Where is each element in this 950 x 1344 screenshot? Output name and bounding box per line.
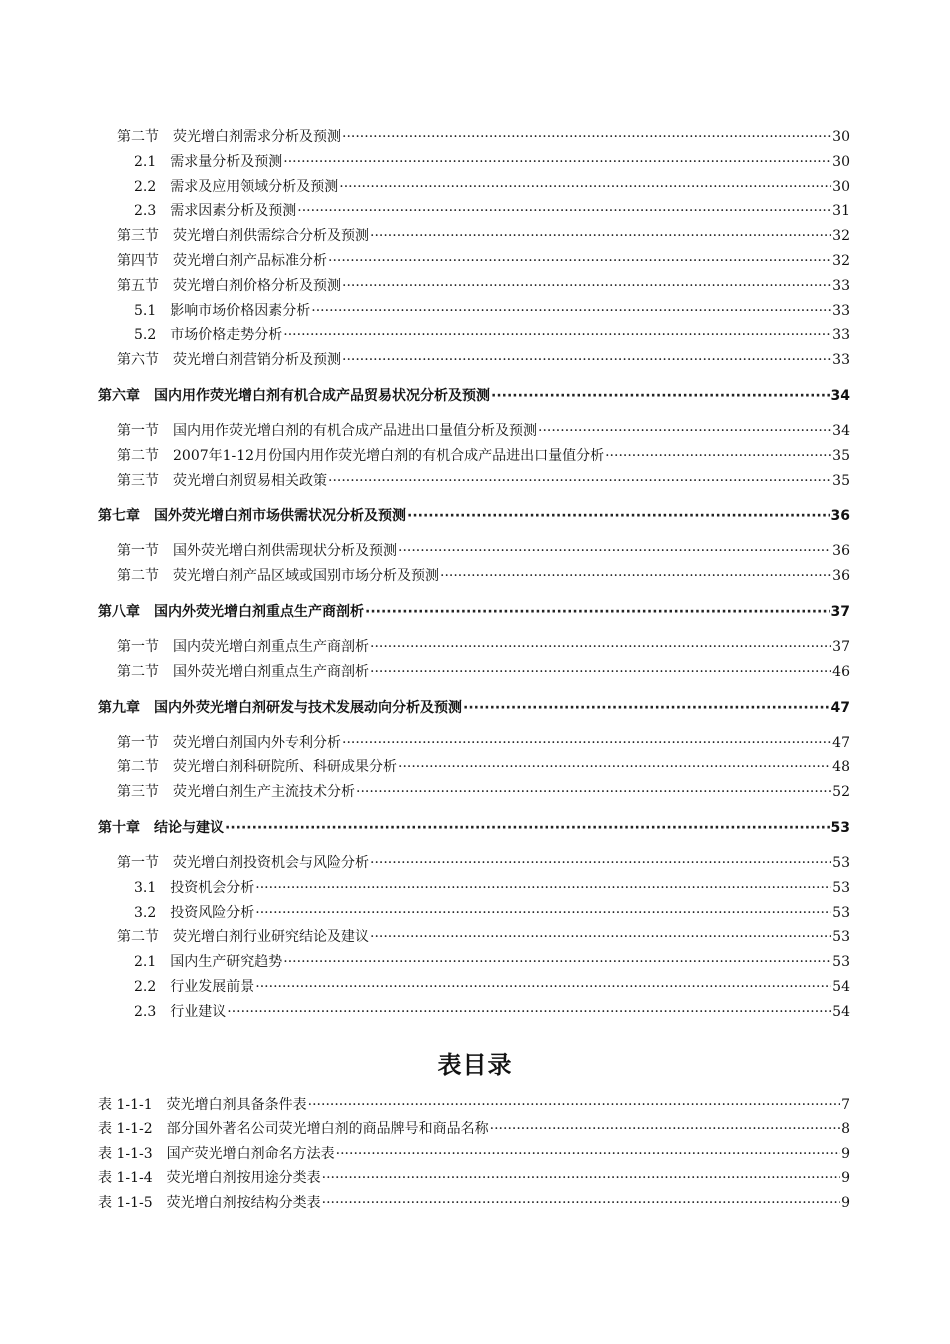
entry-page-number: 30 xyxy=(832,178,850,195)
entry-title xyxy=(117,539,397,564)
entry-text: 国内用作荧光增白剂有机合成产品贸易状况分析及预测 xyxy=(154,387,490,404)
toc-section-entry xyxy=(117,224,850,249)
entry-text: 荧光增白剂营销分析及预测 xyxy=(173,352,341,369)
toc-subsection-entry xyxy=(134,975,850,1000)
entry-title xyxy=(117,780,355,805)
entry-number: 2.1 xyxy=(134,954,157,971)
toc-subsection-entry xyxy=(134,950,850,975)
entry-page-number: 54 xyxy=(832,1003,850,1020)
dot-leader xyxy=(297,199,831,224)
entry-page-number: 7 xyxy=(841,1097,850,1113)
entry-number: 第二节 xyxy=(117,129,159,145)
toc-subsection-entry xyxy=(134,876,850,901)
entry-number: 第二节 xyxy=(117,759,159,776)
entry-page-number: 31 xyxy=(832,203,850,220)
entry-title xyxy=(134,950,282,975)
entry-title xyxy=(134,1000,226,1025)
entry-text: 荧光增白剂科研院所、科研成果分析 xyxy=(173,759,397,776)
entry-title xyxy=(98,1191,321,1215)
entry-title xyxy=(117,348,341,373)
entry-number: 表 1-1-3 xyxy=(98,1145,153,1162)
dot-leader xyxy=(365,599,830,625)
entry-text: 需求因素分析及预测 xyxy=(170,203,297,220)
dot-leader xyxy=(283,323,831,348)
entry-number: 第七章 xyxy=(98,508,140,525)
entry-number: 第四节 xyxy=(117,252,159,269)
entry-title xyxy=(117,660,369,685)
entry-page-number: 34 xyxy=(830,387,850,404)
entry-title xyxy=(134,199,296,224)
dot-leader xyxy=(370,851,831,876)
toc-section-entry xyxy=(117,539,850,564)
dot-leader xyxy=(322,1191,840,1215)
entry-page-number: 53 xyxy=(830,819,850,836)
entry-page-number: 36 xyxy=(832,568,850,585)
entry-page-number: 47 xyxy=(830,699,850,716)
entry-number: 第五节 xyxy=(117,277,159,294)
entry-page-number: 36 xyxy=(830,508,850,525)
toc-chapter-entry xyxy=(98,503,850,529)
entry-number: 表 1-1-1 xyxy=(98,1097,153,1113)
toc-section-entry xyxy=(117,419,850,444)
toc-subsection-entry xyxy=(134,901,850,926)
entry-title xyxy=(134,299,310,324)
entry-number: 第九章 xyxy=(98,699,140,716)
toc-subsection-entry xyxy=(134,175,850,200)
toc-section-entry xyxy=(117,274,850,299)
entry-text: 结论与建议 xyxy=(154,819,224,836)
entry-page-number: 53 xyxy=(832,929,850,946)
dot-leader xyxy=(283,150,831,175)
entry-number: 第二节 xyxy=(117,929,159,946)
entry-title xyxy=(98,695,462,721)
toc-section-entry xyxy=(117,444,850,469)
entry-page-number: 35 xyxy=(832,447,850,464)
entry-number: 第二节 xyxy=(117,568,159,585)
entry-title xyxy=(134,323,282,348)
entry-page-number: 53 xyxy=(832,854,850,871)
entry-number: 第一节 xyxy=(117,422,159,439)
entry-text: 部分国外著名公司荧光增白剂的商品牌号和商品名称 xyxy=(166,1121,489,1138)
dot-leader xyxy=(328,469,831,494)
entry-number: 5.1 xyxy=(134,302,157,319)
dot-leader xyxy=(255,901,831,926)
entry-page-number: 32 xyxy=(832,228,850,245)
dot-leader xyxy=(491,383,830,409)
entry-page-number: 34 xyxy=(832,422,850,439)
entry-text: 国外荧光增白剂供需现状分析及预测 xyxy=(173,543,397,560)
entry-number: 表 1-1-4 xyxy=(98,1170,153,1187)
entry-page-number: 33 xyxy=(832,327,850,344)
table-list-entry xyxy=(98,1117,850,1141)
entry-page-number: 48 xyxy=(832,759,850,776)
entry-title xyxy=(117,249,327,274)
entry-text: 投资机会分析 xyxy=(170,879,255,896)
entry-page-number: 47 xyxy=(832,734,850,751)
entry-text: 国外荧光增白剂重点生产商剖析 xyxy=(173,663,369,680)
dot-leader xyxy=(328,249,831,274)
entry-number: 3.2 xyxy=(134,904,157,921)
toc-chapter-entry xyxy=(98,599,850,625)
toc-section-entry xyxy=(117,731,850,756)
dot-leader xyxy=(336,1142,840,1166)
dot-leader xyxy=(370,660,831,685)
dot-leader xyxy=(398,539,831,564)
entry-page-number: 9 xyxy=(841,1194,850,1211)
entry-title xyxy=(134,975,254,1000)
entry-text: 市场价格走势分析 xyxy=(170,327,283,344)
entry-page-number: 35 xyxy=(832,472,850,489)
toc-section-entry xyxy=(117,851,850,876)
table-list-entry xyxy=(98,1191,850,1215)
table-list-entry xyxy=(98,1166,850,1190)
table-of-contents xyxy=(0,125,950,1025)
entry-number: 表 1-1-2 xyxy=(98,1121,153,1138)
dot-leader xyxy=(255,975,831,1000)
entry-title xyxy=(117,469,327,494)
entry-title xyxy=(98,503,406,529)
entry-text: 国内荧光增白剂重点生产商剖析 xyxy=(173,638,369,655)
entry-title xyxy=(98,1093,307,1117)
list-of-tables xyxy=(0,1093,950,1215)
dot-leader xyxy=(398,755,831,780)
toc-section-entry xyxy=(117,564,850,589)
entry-page-number: 53 xyxy=(832,954,850,971)
entry-number: 第一节 xyxy=(117,543,159,560)
entry-number: 2.1 xyxy=(134,153,157,170)
entry-text: 影响市场价格因素分析 xyxy=(170,302,311,319)
entry-text: 国产荧光增白剂命名方法表 xyxy=(166,1145,335,1162)
entry-title xyxy=(134,175,338,200)
dot-leader xyxy=(308,1093,840,1117)
entry-number: 表 1-1-5 xyxy=(98,1194,153,1211)
entry-page-number: 33 xyxy=(832,302,850,319)
entry-number: 第一节 xyxy=(117,854,159,871)
dot-leader xyxy=(339,175,831,200)
toc-section-entry xyxy=(117,249,850,274)
entry-number: 2.2 xyxy=(134,178,157,195)
dot-leader xyxy=(227,1000,831,1025)
entry-text: 需求及应用领域分析及预测 xyxy=(170,178,339,195)
entry-page-number: 33 xyxy=(832,352,850,369)
tables-heading: 表目录 xyxy=(437,1051,513,1079)
dot-leader xyxy=(440,564,831,589)
entry-text: 行业发展前景 xyxy=(170,978,255,995)
entry-page-number: 33 xyxy=(832,277,850,294)
entry-title xyxy=(98,599,364,625)
entry-number: 第三节 xyxy=(117,228,159,245)
entry-page-number: 9 xyxy=(841,1145,850,1162)
entry-text: 荧光增白剂产品区域或国别市场分析及预测 xyxy=(173,568,439,585)
entry-title xyxy=(117,851,369,876)
entry-text: 行业建议 xyxy=(170,1003,227,1020)
entry-text: 国内外荧光增白剂研发与技术发展动向分析及预测 xyxy=(154,699,462,716)
toc-section-entry xyxy=(117,348,850,373)
entry-text: 2007年1-12月份国内用作荧光增白剂的有机合成产品进出口量值分析 xyxy=(173,447,605,464)
entry-number: 2.2 xyxy=(134,978,157,995)
toc-section-entry xyxy=(117,780,850,805)
entry-title xyxy=(98,1117,489,1141)
entry-number: 第二节 xyxy=(117,663,159,680)
dot-leader xyxy=(311,299,831,324)
dot-leader xyxy=(225,815,830,841)
entry-number: 第一节 xyxy=(117,734,159,751)
dot-leader xyxy=(255,876,831,901)
entry-page-number: 30 xyxy=(832,153,850,170)
entry-text: 需求量分析及预测 xyxy=(170,153,283,170)
entry-text: 荧光增白剂投资机会与风险分析 xyxy=(173,854,369,871)
entry-page-number: 32 xyxy=(832,252,850,269)
toc-subsection-entry xyxy=(134,323,850,348)
entry-number: 第十章 xyxy=(98,819,140,836)
entry-page-number: 54 xyxy=(832,978,850,995)
entry-text: 国内用作荧光增白剂的有机合成产品进出口量值分析及预测 xyxy=(173,422,537,439)
dot-leader xyxy=(370,635,831,660)
entry-number: 第三节 xyxy=(117,784,159,801)
toc-section-entry xyxy=(117,925,850,950)
entry-number: 2.3 xyxy=(134,1003,157,1020)
entry-title xyxy=(134,901,254,926)
entry-text: 投资风险分析 xyxy=(170,904,255,921)
toc-section-entry xyxy=(117,635,850,660)
entry-number: 第六章 xyxy=(98,387,140,404)
entry-page-number: 36 xyxy=(832,543,850,560)
entry-number: 第三节 xyxy=(117,472,159,489)
entry-text: 荧光增白剂生产主流技术分析 xyxy=(173,784,355,801)
entry-page-number: 53 xyxy=(832,904,850,921)
toc-chapter-entry xyxy=(98,815,850,841)
toc-section-entry xyxy=(117,660,850,685)
entry-title xyxy=(98,1142,335,1166)
table-list-entry xyxy=(98,1093,850,1117)
entry-number: 5.2 xyxy=(134,327,157,344)
entry-text: 荧光增白剂产品标准分析 xyxy=(173,252,327,269)
entry-page-number: 8 xyxy=(841,1121,850,1138)
toc-subsection-entry xyxy=(134,1000,850,1025)
entry-text: 国内外荧光增白剂重点生产商剖析 xyxy=(154,603,364,620)
dot-leader xyxy=(538,419,831,444)
toc-section-entry xyxy=(117,125,850,150)
entry-text: 荧光增白剂需求分析及预测 xyxy=(173,129,341,145)
entry-number: 第一节 xyxy=(117,638,159,655)
entry-title xyxy=(134,876,254,901)
entry-text: 国内生产研究趋势 xyxy=(170,954,283,971)
entry-title xyxy=(117,419,537,444)
entry-page-number: 37 xyxy=(832,638,850,655)
table-list-entry xyxy=(98,1142,850,1166)
entry-title xyxy=(117,274,341,299)
entry-text: 荧光增白剂行业研究结论及建议 xyxy=(173,929,369,946)
entry-title xyxy=(98,815,224,841)
entry-page-number: 46 xyxy=(832,663,850,680)
entry-page-number: 53 xyxy=(832,879,850,896)
entry-page-number: 30 xyxy=(832,129,850,145)
toc-subsection-entry xyxy=(134,299,850,324)
entry-title xyxy=(117,635,369,660)
entry-number: 第八章 xyxy=(98,603,140,620)
dot-leader xyxy=(283,950,831,975)
toc-section-entry xyxy=(117,755,850,780)
entry-title xyxy=(117,564,439,589)
entry-text: 荧光增白剂按用途分类表 xyxy=(166,1170,321,1187)
toc-subsection-entry xyxy=(134,199,850,224)
entry-number: 2.3 xyxy=(134,203,157,220)
entry-title xyxy=(117,755,397,780)
entry-page-number: 9 xyxy=(841,1170,850,1187)
entry-title xyxy=(134,150,282,175)
entry-text: 国外荧光增白剂市场供需状况分析及预测 xyxy=(154,508,406,525)
toc-chapter-entry xyxy=(98,383,850,409)
entry-text: 荧光增白剂价格分析及预测 xyxy=(173,277,341,294)
entry-page-number: 37 xyxy=(830,603,850,620)
entry-text: 荧光增白剂贸易相关政策 xyxy=(173,472,327,489)
dot-leader xyxy=(342,731,831,756)
entry-text: 荧光增白剂按结构分类表 xyxy=(166,1194,321,1211)
toc-subsection-entry xyxy=(134,150,850,175)
dot-leader xyxy=(342,125,831,150)
entry-text: 荧光增白剂具备条件表 xyxy=(166,1097,307,1113)
entry-number: 第二节 xyxy=(117,447,159,464)
entry-number: 第六节 xyxy=(117,352,159,369)
entry-title xyxy=(117,731,341,756)
dot-leader xyxy=(605,444,831,469)
toc-section-entry xyxy=(117,469,850,494)
entry-number: 3.1 xyxy=(134,879,157,896)
dot-leader xyxy=(407,503,830,529)
entry-page-number: 52 xyxy=(832,784,850,801)
dot-leader xyxy=(490,1117,840,1141)
entry-title xyxy=(98,1166,321,1190)
dot-leader xyxy=(463,695,830,721)
dot-leader xyxy=(370,224,831,249)
entry-title xyxy=(117,444,604,469)
toc-chapter-entry xyxy=(98,695,850,721)
entry-title xyxy=(117,224,369,249)
dot-leader xyxy=(322,1166,840,1190)
dot-leader xyxy=(370,925,831,950)
entry-text: 荧光增白剂国内外专利分析 xyxy=(173,734,341,751)
dot-leader xyxy=(342,348,831,373)
entry-title xyxy=(98,383,490,409)
entry-text: 荧光增白剂供需综合分析及预测 xyxy=(173,228,369,245)
entry-title xyxy=(117,125,341,150)
dot-leader xyxy=(342,274,831,299)
dot-leader xyxy=(356,780,831,805)
entry-title xyxy=(117,925,369,950)
